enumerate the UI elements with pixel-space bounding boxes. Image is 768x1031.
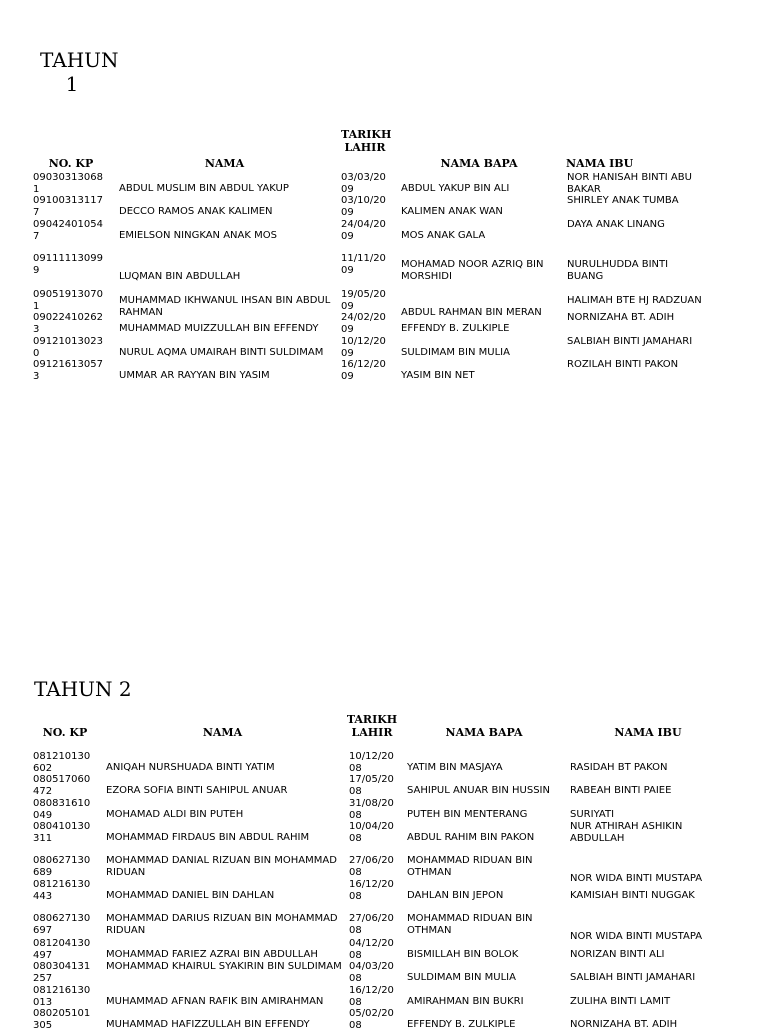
nama-ibu-cell: SHIRLEY ANAK TUMBA: [567, 195, 679, 206]
no-kp-cell: 081216130 013: [33, 985, 91, 1008]
nama-bapa-cell: MOHAMAD NOOR AZRIQ BIN MORSHIDI: [401, 259, 544, 282]
nama-bapa-cell: MOHAMMAD RIDUAN BIN OTHMAN: [407, 913, 533, 936]
tarikh-lahir-cell: 27/06/20 08: [349, 913, 394, 936]
header-tarikh-lahir: TARIKH LAHIR: [341, 128, 392, 154]
nama-cell: MOHAMMAD FARIEZ AZRAI BIN ABDULLAH: [106, 949, 318, 960]
header-no-kp: NO. KP: [48, 157, 94, 170]
no-kp-cell: 080627130 689: [33, 855, 91, 878]
no-kp-cell: 09111113099 9: [33, 253, 103, 276]
no-kp-cell: 080304131 257: [33, 961, 91, 984]
no-kp-cell: 09121613057 3: [33, 359, 103, 382]
no-kp-cell: 09100313117 7: [33, 195, 103, 218]
header-nama: NAMA: [202, 726, 243, 739]
nama-cell: EZORA SOFIA BINTI SAHIPUL ANUAR: [106, 785, 288, 796]
nama-cell: MUHAMMAD IKHWANUL IHSAN BIN ABDUL RAHMAN: [119, 295, 331, 318]
nama-ibu-cell: SALBIAH BINTI JAMAHARI: [567, 336, 693, 347]
no-kp-cell: 09030313068 1: [33, 172, 103, 195]
nama-cell: MUHAMMAD HAFIZZULLAH BIN EFFENDY: [106, 1019, 310, 1030]
tarikh-lahir-cell: 10/12/20 09: [341, 336, 386, 359]
header-nama-ibu: NAMA IBU: [614, 726, 682, 739]
nama-cell: MUHAMMAD AFNAN RAFIK BIN AMIRAHMAN: [106, 996, 324, 1007]
nama-ibu-cell: KAMISIAH BINTI NUGGAK: [570, 890, 695, 901]
tarikh-lahir-cell: 11/11/20 09: [341, 253, 386, 276]
nama-ibu-cell: NOR WIDA BINTI MUSTAPA: [570, 873, 703, 884]
tarikh-lahir-cell: 16/12/20 08: [349, 985, 394, 1008]
tarikh-lahir-cell: 03/10/20 09: [341, 195, 386, 218]
nama-cell: MOHAMAD ALDI BIN PUTEH: [106, 809, 244, 820]
nama-bapa-cell: SULDIMAM BIN MULIA: [401, 347, 510, 358]
header-nama-bapa: NAMA BAPA: [445, 726, 523, 739]
nama-bapa-cell: KALIMEN ANAK WAN: [401, 206, 503, 217]
nama-ibu-cell: RABEAH BINTI PAIEE: [570, 785, 672, 796]
no-kp-cell: 081204130 497: [33, 938, 91, 961]
nama-bapa-cell: EFFENDY B. ZULKIPLE: [401, 323, 510, 334]
nama-cell: MOHAMMAD KHAIRUL SYAKIRIN BIN SULDIMAM: [106, 961, 342, 972]
tarikh-lahir-cell: 31/08/20 08: [349, 798, 394, 821]
tahun-2-title: TAHUN 2: [34, 677, 132, 701]
tarikh-lahir-cell: 10/12/20 08: [349, 751, 394, 774]
tarikh-lahir-cell: 16/12/20 08: [349, 879, 394, 902]
no-kp-cell: 080627130 697: [33, 913, 91, 936]
nama-bapa-cell: ABDUL RAHIM BIN PAKON: [407, 832, 535, 843]
nama-bapa-cell: MOS ANAK GALA: [401, 230, 486, 241]
nama-bapa-cell: BISMILLAH BIN BOLOK: [407, 949, 519, 960]
nama-ibu-cell: DAYA ANAK LINANG: [567, 219, 665, 230]
nama-bapa-cell: MOHAMMAD RIDUAN BIN OTHMAN: [407, 855, 533, 878]
header-tarikh-lahir: TARIKH LAHIR: [346, 713, 398, 739]
nama-cell: LUQMAN BIN ABDULLAH: [119, 271, 241, 282]
header-nama-ibu: NAMA IBU: [566, 157, 634, 170]
header-nama-bapa: NAMA BAPA: [440, 157, 518, 170]
tarikh-lahir-cell: 24/04/20 09: [341, 219, 386, 242]
nama-ibu-cell: NURULHUDDA BINTI BUANG: [567, 259, 669, 282]
nama-cell: MOHAMMAD DANIAL RIZUAN BIN MOHAMMAD RIDUAN: [106, 855, 337, 878]
nama-bapa-cell: YATIM BIN MASJAYA: [407, 762, 503, 773]
no-kp-cell: 09051913070 1: [33, 289, 103, 312]
nama-ibu-cell: HALIMAH BTE HJ RADZUAN: [567, 295, 702, 306]
nama-cell: MOHAMMAD DARIUS RIZUAN BIN MOHAMMAD RIDUAN: [106, 913, 338, 936]
nama-cell: UMMAR AR RAYYAN BIN YASIM: [119, 370, 270, 381]
no-kp-cell: 080831610 049: [33, 798, 91, 821]
no-kp-cell: 09121013023 0: [33, 336, 103, 359]
nama-ibu-cell: NORIZAN BINTI ALI: [570, 949, 665, 960]
nama-ibu-cell: NORNIZAHA BT. ADIH: [567, 312, 675, 323]
tarikh-lahir-cell: 24/02/20 09: [341, 312, 386, 335]
nama-bapa-cell: YASIM BIN NET: [401, 370, 475, 381]
nama-ibu-cell: ROZILAH BINTI PAKON: [567, 359, 679, 370]
nama-ibu-cell: NORNIZAHA BT. ADIH: [570, 1019, 678, 1030]
no-kp-cell: 09042401054 7: [33, 219, 103, 242]
nama-cell: MOHAMMAD FIRDAUS BIN ABDUL RAHIM: [106, 832, 310, 843]
no-kp-cell: 081216130 443: [33, 879, 91, 902]
tarikh-lahir-cell: 19/05/20 09: [341, 289, 386, 312]
nama-ibu-cell: NOR WIDA BINTI MUSTAPA: [570, 931, 703, 942]
tarikh-lahir-cell: 04/12/20 08: [349, 938, 394, 961]
tarikh-lahir-cell: 10/04/20 08: [349, 821, 394, 844]
nama-ibu-cell: ZULIHA BINTI LAMIT: [570, 996, 671, 1007]
nama-bapa-cell: ABDUL YAKUP BIN ALI: [401, 183, 510, 194]
no-kp-cell: 09022410262 3: [33, 312, 103, 335]
nama-cell: ABDUL MUSLIM BIN ABDUL YAKUP: [119, 183, 289, 194]
nama-ibu-cell: NUR ATHIRAH ASHIKIN ABDULLAH: [570, 821, 683, 844]
no-kp-cell: 080517060 472: [33, 774, 91, 797]
nama-ibu-cell: RASIDAH BT PAKON: [570, 762, 668, 773]
nama-cell: MUHAMMAD MUIZZULLAH BIN EFFENDY: [119, 323, 319, 334]
tarikh-lahir-cell: 17/05/20 08: [349, 774, 394, 797]
nama-bapa-cell: ABDUL RAHMAN BIN MERAN: [401, 307, 542, 318]
header-nama: NAMA: [204, 157, 245, 170]
tarikh-lahir-cell: 27/06/20 08: [349, 855, 394, 878]
nama-bapa-cell: SULDIMAM BIN MULIA: [407, 972, 516, 983]
tahun-1-title: TAHUN 1: [40, 48, 119, 96]
nama-cell: ANIQAH NURSHUADA BINTI YATIM: [106, 762, 275, 773]
nama-bapa-cell: AMIRAHMAN BIN BUKRI: [407, 996, 524, 1007]
header-no-kp: NO. KP: [42, 726, 88, 739]
tarikh-lahir-cell: 05/02/20 08: [349, 1008, 394, 1031]
nama-bapa-cell: PUTEH BIN MENTERANG: [407, 809, 528, 820]
no-kp-cell: 080410130 311: [33, 821, 91, 844]
nama-ibu-cell: SURIYATI: [570, 809, 615, 820]
nama-ibu-cell: NOR HANISAH BINTI ABU BAKAR: [567, 172, 692, 195]
tarikh-lahir-cell: 03/03/20 09: [341, 172, 386, 195]
no-kp-cell: 080205101 305: [33, 1008, 91, 1031]
nama-cell: NURUL AQMA UMAIRAH BINTI SULDIMAM: [119, 347, 324, 358]
nama-ibu-cell: SALBIAH BINTI JAMAHARI: [570, 972, 696, 983]
tarikh-lahir-cell: 04/03/20 08: [349, 961, 394, 984]
nama-bapa-cell: EFFENDY B. ZULKIPLE: [407, 1019, 516, 1030]
nama-bapa-cell: SAHIPUL ANUAR BIN HUSSIN: [407, 785, 550, 796]
nama-cell: MOHAMMAD DANIEL BIN DAHLAN: [106, 890, 275, 901]
nama-bapa-cell: DAHLAN BIN JEPON: [407, 890, 504, 901]
nama-cell: EMIELSON NINGKAN ANAK MOS: [119, 230, 277, 241]
no-kp-cell: 081210130 602: [33, 751, 91, 774]
nama-cell: DECCO RAMOS ANAK KALIMEN: [119, 206, 273, 217]
tarikh-lahir-cell: 16/12/20 09: [341, 359, 386, 382]
